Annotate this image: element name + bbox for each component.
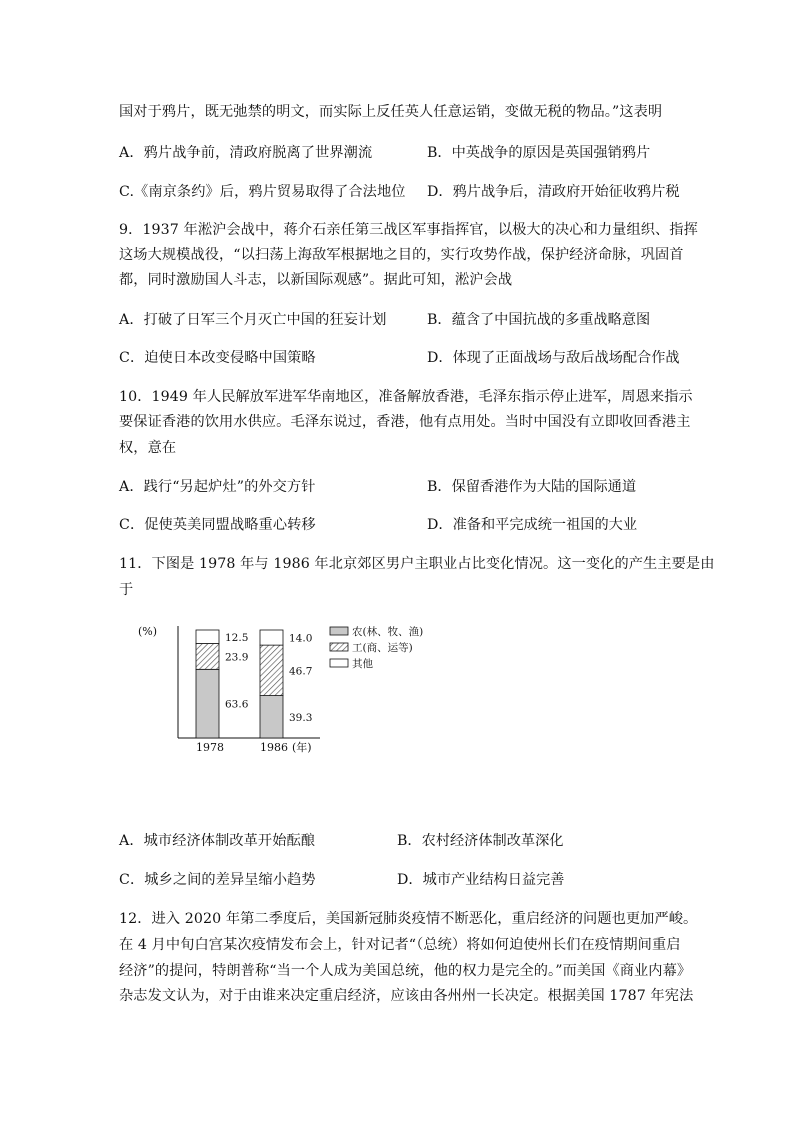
q10-option-b: B．保留香港作为大陆的国际通道 <box>427 479 637 495</box>
bar-1986-series-0 <box>260 696 283 738</box>
q10-option-a: A．践行“另起炉灶”的外交方针 <box>119 479 316 495</box>
y-axis-label: (%) <box>138 625 158 638</box>
q8-option-d: D．鸦片战争后，清政府开始征收鸦片税 <box>427 184 680 200</box>
q11-option-a: A．城市经济体制改革开始酝酿 <box>119 833 316 849</box>
q11-option-d: D．城市产业结构日益完善 <box>397 872 565 888</box>
q8-option-b: B．中英战争的原因是英国强销鸦片 <box>427 145 651 161</box>
q8-option-c: C.《南京条约》后，鸦片贸易取得了合法地位 <box>119 184 406 200</box>
legend-label-other: 其他 <box>352 658 373 670</box>
value-label-1986-series-1: 46.7 <box>289 665 313 678</box>
legend-swatch-industry <box>330 643 348 651</box>
x-axis-label: (年) <box>292 741 312 754</box>
q9-option-b: B．蕴含了中国抗战的多重战略意图 <box>427 312 651 328</box>
q12-stem-line-1: 12．进入 2020 年第二季度后，美国新冠肺炎疫情不断恶化，重启经济的问题也更加严峻。 <box>119 911 698 927</box>
bar-1986-series-2 <box>260 630 283 645</box>
legend-label-agri: 农(林、牧、渔) <box>352 626 424 638</box>
q9-option-c: C．迫使日本改变侵略中国策略 <box>119 350 316 366</box>
q12-stem-line-2: 在 4 月中旬白宫某次疫情发布会上，针对记者“（总统）将如何迫使州长们在疫情期间重启 <box>119 937 681 953</box>
bar-1978-series-2 <box>196 630 219 644</box>
bar-1978-series-1 <box>196 644 219 670</box>
q10-stem-line-2: 要保证香港的饮用水供应。毛泽东说过，香港，他有点用处。当时中国没有立即收回香港主 <box>119 414 691 430</box>
q9-stem-line-3: 都，同时激励国人斗志，以新国际观感”。据此可知，淞沪会战 <box>119 272 513 288</box>
bar-1978-series-0 <box>196 669 219 738</box>
q12-stem-line-3: 经济”的提问，特朗普称“当一个人成为美国总统，他的权力是完全的。”而美国《商业内幕》 <box>119 963 692 979</box>
q10-option-d: D．准备和平完成统一祖国的大业 <box>427 517 638 533</box>
q8-option-a: A．鸦片战争前，清政府脱离了世界潮流 <box>119 145 373 161</box>
q10-option-c: C．促使英美同盟战略重心转移 <box>119 517 316 533</box>
q9-option-a: A．打破了日军三个月灭亡中国的狂妄计划 <box>119 312 387 328</box>
q11-stem-line-1: 11．下图是 1978 年与 1986 年北京郊区男户主职业占比变化情况。这一变化的产生主要是由 <box>119 556 715 572</box>
q11-option-c: C．城乡之间的差异呈缩小趋势 <box>119 872 316 888</box>
value-label-1986-series-0: 39.3 <box>289 711 313 724</box>
legend-label-industry: 工(商、运等) <box>352 642 413 654</box>
x-tick-1978: 1978 <box>196 741 224 754</box>
legend-swatch-other <box>330 659 348 667</box>
value-label-1978-series-0: 63.6 <box>225 698 249 711</box>
q11-option-b: B．农村经济体制改革深化 <box>397 833 564 849</box>
value-label-1986-series-2: 14.0 <box>289 632 313 645</box>
q11-stem-line-2: 于 <box>119 582 134 598</box>
x-tick-1986: 1986 <box>260 741 288 754</box>
q12-stem-line-4: 杂志发文认为，对于由谁来决定重启经济，应该由各州州一长决定。根据美国 1787 年宪法 <box>119 988 694 1004</box>
bar-1986-series-1 <box>260 645 283 695</box>
value-label-1978-series-2: 12.5 <box>225 631 249 644</box>
value-label-1978-series-1: 23.9 <box>225 651 249 664</box>
bars-group <box>196 630 312 738</box>
q10-stem-line-3: 权，意在 <box>119 440 177 456</box>
q10-stem-line-1: 10．1949 年人民解放军进军华南地区，准备解放香港，毛泽东指示停止进军，周恩来指示 <box>119 389 693 405</box>
legend <box>330 625 423 670</box>
q9-option-d: D．体现了正面战场与敌后战场配合作战 <box>427 350 680 366</box>
occupation-chart <box>120 618 460 758</box>
q8-stem-line: 国对于鸦片，既无弛禁的明文，而实际上反任英人任意运销，变做无税的物品。”这表明 <box>119 104 663 120</box>
legend-swatch-agri <box>330 627 348 635</box>
q9-stem-line-2: 这场大规模战役，“以扫荡上海敌军根据地之目的，实行攻势作战，保护经济命脉，巩固首 <box>119 247 684 263</box>
q9-stem-line-1: 9．1937 年淞沪会战中，蒋介石亲任第三战区军事指挥官，以极大的决心和力量组织、指挥 <box>119 222 698 238</box>
